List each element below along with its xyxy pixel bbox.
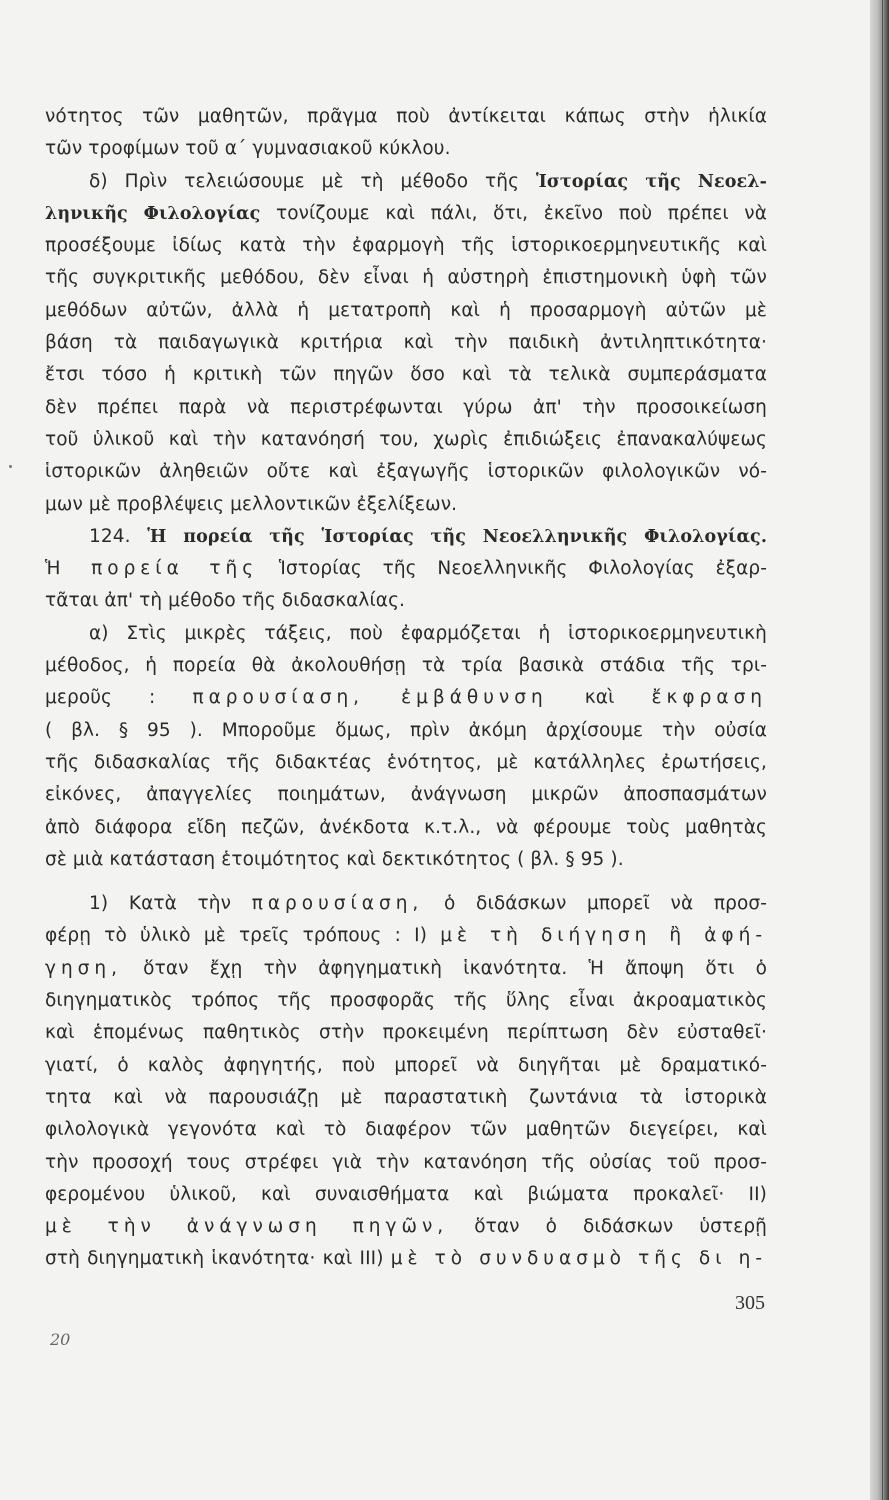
text-line: δὲν πρέπει παρὰ νὰ περιστρέφωνται γύρω ἀπ' τὴν προσοικείωση <box>45 396 767 418</box>
spaced-text: μὲ τὴ διήγηση ἢ ἀφή- <box>440 925 768 947</box>
text-fragment: ὁ διδάσκων μπορεῖ νὰ προσ- <box>443 893 767 915</box>
text-line: μων μὲ προβλέψεις μελλοντικῶν ἐξελίξεων. <box>45 493 458 515</box>
text-line: εἰκόνες, ἀπαγγελίες ποιημάτων, ἀνάγνωση μικρῶν ἀποσπασμάτων <box>45 784 767 806</box>
text-line: βάση τὰ παιδαγωγικὰ κριτήρια καὶ τὴν παιδικὴ ἀντιληπτικότητα· <box>45 332 767 354</box>
spaced-text: μὲ τὸ συνδυασμὸ τῆς δι η- <box>390 1248 768 1270</box>
text-line: φερομένου ὑλικοῦ, καὶ συναισθήματα καὶ βιώματα προκαλεῖ· ΙΙ) <box>45 1183 767 1205</box>
text-line: τῆς συγκριτικῆς μεθόδου, δὲν εἶναι ἡ αὐστηρὴ ἐπιστημονικὴ ὑφὴ τῶν <box>45 267 767 289</box>
text-line: ἱστορικῶν ἀληθειῶν οὔτε καὶ ἐξαγωγῆς ἱστορικῶν φιλολογικῶν νό- <box>45 461 767 483</box>
spaced-text: παρουσίαση, <box>192 687 365 709</box>
text-fragment: δ) Πρὶν τελειώσουμε μὲ τὴ μέθοδο τῆς <box>89 170 520 192</box>
section-number: 124. <box>89 525 131 547</box>
text-line <box>45 553 767 585</box>
text-line <box>45 166 767 198</box>
text-fragment: μεροῦς : <box>45 687 156 709</box>
emphasis-heading: Ἱστορίας τῆς Νεοελ- <box>536 171 767 192</box>
spaced-text: ἔκφραση <box>651 687 768 709</box>
signature-mark: 20 <box>50 1330 71 1349</box>
emphasis-heading: ληνικῆς Φιλολογίας <box>45 203 261 224</box>
text-line <box>45 888 767 920</box>
text-line: τὴν προσοχή τους στρέφει γιὰ τὴν κατανόηση τῆς οὐσίας τοῦ προσ- <box>45 1151 767 1173</box>
spaced-text: γηση, <box>45 957 123 979</box>
text-fragment: τονίζουμε καὶ πάλι, ὅτι, ἐκεῖνο ποὺ πρέπει νὰ <box>275 202 768 224</box>
text-fragment: στὴ διηγηματικὴ ἱκανότητα· καὶ ΙΙΙ) <box>45 1248 384 1270</box>
text-fragment: καὶ <box>584 687 615 709</box>
text-line: καὶ ἑπομένως παθητικὸς στὴν προκειμένη περίπτωση δὲν εὐσταθεῖ· <box>45 1022 767 1044</box>
spaced-text: ἐμβάθυνση <box>401 687 548 709</box>
section-heading-line <box>45 521 767 553</box>
text-line: α) Στὶς μικρὲς τάξεις, ποὺ ἐφαρμόζεται ἡ ἱστορικοερμηνευτικὴ <box>89 622 767 644</box>
spaced-text: Ἡ πορεία τῆς <box>45 558 259 580</box>
text-fragment: φέρῃ τὸ ὑλικὸ μὲ τρεῖς τρόπους : Ι) <box>45 925 428 947</box>
text-line: τοῦ ὑλικοῦ καὶ τὴν κατανόησή του, χωρὶς ἐπιδιώξεις ἐπανακαλύψεως <box>45 428 767 450</box>
text-line: ἀπὸ διάφορα εἴδη πεζῶν, ἀνέκδοτα κ.τ.λ., νὰ φέρουμε τοὺς μαθητὰς <box>45 816 767 838</box>
text-line: ἔτσι τόσο ἡ κριτικὴ τῶν πηγῶν ὅσο καὶ τὰ τελικὰ συμπεράσματα <box>45 364 767 386</box>
text-line <box>45 682 767 714</box>
spaced-text: παρουσίαση, <box>251 893 424 915</box>
text-line: γιατί, ὁ καλὸς ἀφηγητής, ποὺ μπορεῖ νὰ διηγῆται μὲ δραματικό- <box>45 1054 767 1076</box>
text-line: τῆς διδασκαλίας τῆς διδακτέας ἑνότητος, μὲ κατάλληλες ἐρωτήσεις, <box>45 751 767 773</box>
text-line: νότητος τῶν μαθητῶν, πρᾶγμα ποὺ ἀντίκειται κάπως στὴν ἡλικία <box>45 106 767 127</box>
spaced-text: μὲ τὴν ἀνάγνωση πηγῶν, <box>45 1216 449 1238</box>
section-title: Ἡ πορεία τῆς Ἱστορίας τῆς Νεοελληνικῆς Φιλολογίας. <box>147 526 768 547</box>
text-line <box>45 1243 767 1275</box>
text-line: φιλολογικὰ γεγονότα καὶ τὸ διαφέρον τῶν μαθητῶν διεγείρει, καὶ <box>45 1119 767 1141</box>
text-line: τῶν τροφίμων τοῦ α΄ γυμνασιακοῦ κύκλου. <box>45 138 451 160</box>
text-line: μεθόδων αὐτῶν, ἀλλὰ ἡ μετατροπὴ καὶ ἡ προσαρμογὴ αὐτῶν μὲ <box>45 299 767 321</box>
text-line <box>45 1211 767 1243</box>
margin-speck <box>9 465 12 468</box>
text-fragment: ( βλ. § 95 ). <box>45 719 203 741</box>
book-spine-edge <box>870 0 889 1500</box>
body-text <box>45 101 767 1276</box>
text-line <box>45 715 767 747</box>
text-line <box>45 198 767 230</box>
text-line: διηγηματικὸς τρόπος τῆς προσφορᾶς τῆς ὕλης εἶναι ἀκροαματικὸς <box>45 990 767 1012</box>
text-fragment: ὅταν ἔχῃ τὴν ἀφηγηματικὴ ἱκανότητα. Ἡ ἄποψη ὅτι ὁ <box>143 957 767 979</box>
text-line: τητα καὶ νὰ παρουσιάζῃ μὲ παραστατικὴ ζωντάνια τὰ ἱστορικὰ <box>45 1086 767 1108</box>
text-fragment: Μποροῦμε ὅμως, πρὶν ἀκόμη ἀρχίσουμε τὴν οὐσία <box>221 719 767 741</box>
text-line: μέθοδος, ἡ πορεία θὰ ἀκολουθήσῃ τὰ τρία βασικὰ στάδια τῆς τρι- <box>45 655 767 677</box>
text-fragment: 1) Κατὰ τὴν <box>89 893 232 915</box>
spine-line <box>882 0 883 1500</box>
text-line: τᾶται ἀπ' τὴ μέθοδο τῆς διδασκαλίας. <box>45 590 406 612</box>
text-line: σὲ μιὰ κατάσταση ἑτοιμότητος καὶ δεκτικότητος ( βλ. § 95 ). <box>45 848 624 870</box>
text-fragment: ὅταν ὁ διδάσκων ὑστερῇ <box>474 1216 768 1238</box>
page-number: 305 <box>735 1292 765 1314</box>
text-line: προσέξουμε ἰδίως κατὰ τὴν ἐφαρμογὴ τῆς ἱστορικοερμηνευτικῆς καὶ <box>45 235 767 257</box>
text-line <box>45 920 767 952</box>
text-fragment: Ἱστορίας τῆς Νεοελληνικῆς Φιλολογίας ἐξαρ- <box>278 558 767 580</box>
text-line <box>45 953 767 985</box>
